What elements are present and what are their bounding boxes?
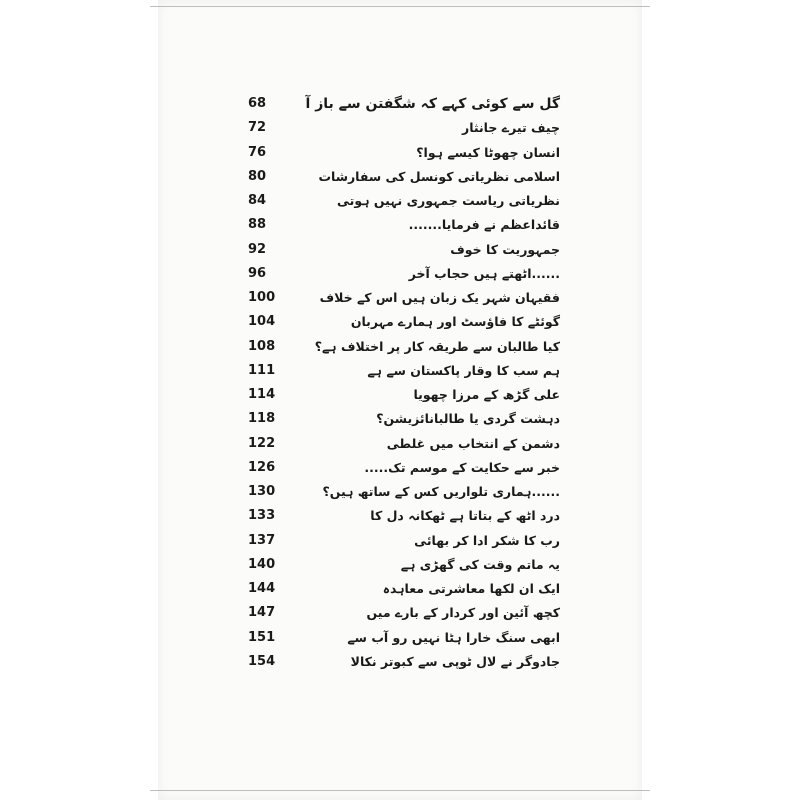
toc-entry [248, 286, 560, 310]
toc-page-number: 137 [248, 532, 276, 548]
toc-title: چیف تیرے جانثار [462, 120, 560, 136]
toc-page-number: 133 [248, 508, 276, 524]
toc-entry [248, 213, 560, 237]
toc-entry [248, 141, 560, 165]
toc-entry [248, 504, 560, 528]
toc-page-number: 68 [248, 96, 267, 111]
toc-page-number: 92 [248, 241, 267, 257]
toc-entry [248, 626, 560, 650]
toc-entry [248, 529, 560, 553]
toc-page-number: 147 [248, 605, 276, 621]
toc-page-number: 130 [248, 484, 276, 499]
toc-entry [248, 577, 560, 601]
page-edge-top [150, 6, 650, 7]
toc-title: فقیہان شہر یک زبان ہیں اس کے خلاف [319, 290, 560, 305]
toc-page-number: 114 [248, 387, 276, 402]
toc-entry [248, 92, 560, 116]
toc-page-number: 100 [248, 290, 276, 305]
toc-title: نظریاتی ریاست جمہوری نہیں ہوتی [337, 193, 560, 208]
toc-title: دہشت گردی یا طالبانائزیشن؟ [376, 411, 560, 427]
toc-entry [248, 553, 560, 577]
toc-title: خبر سے حکایت کے موسم تک..... [364, 459, 560, 475]
toc-entry [248, 189, 560, 213]
toc-page-number: 80 [248, 168, 267, 184]
toc-page-number: 111 [248, 362, 276, 378]
toc-title: درد اٹھ کے بتاتا ہے ٹھکانہ دل کا [370, 508, 560, 524]
toc-title: گوئٹے کا فاؤسٹ اور ہمارے مہربان [350, 314, 560, 330]
toc-page-number: 76 [248, 144, 267, 160]
toc-title: ہم سب کا وقار پاکستان سے ہے [367, 362, 560, 378]
toc-page-number: 84 [248, 193, 267, 208]
toc-page-number: 151 [248, 629, 276, 645]
toc-title: کچھ آئین اور کردار کے بارے میں [366, 605, 560, 621]
toc-entry [248, 359, 560, 383]
toc-entry [248, 165, 560, 189]
toc-title: ابھی سنگ خارا ہٹا نہیں رو آب سے [347, 629, 560, 645]
toc-title: انسان چھوٹا کیسے ہوا؟ [416, 144, 560, 160]
toc-page-number: 122 [248, 435, 276, 451]
toc-page-number: 144 [248, 581, 276, 596]
toc-title: قائداعظم نے فرمایا....... [408, 217, 560, 233]
toc-entry [248, 407, 560, 431]
toc-page-number: 108 [248, 338, 276, 354]
toc-entry [248, 456, 560, 480]
page-edge-bottom [150, 790, 650, 791]
toc-entry [248, 262, 560, 286]
toc-title: ......ہماری تلواریں کس کے ساتھ ہیں؟ [322, 484, 560, 499]
toc-page-number: 96 [248, 265, 267, 281]
toc-page-number: 104 [248, 314, 276, 330]
toc-title: گل سے کوئی کہے کہ شگفتن سے باز آ [305, 96, 560, 112]
toc-title: دشمن کے انتخاب میں غلطی [386, 435, 560, 451]
toc-entry [248, 601, 560, 625]
toc-entry [248, 432, 560, 456]
toc-title: جادوگر نے لال ٹوپی سے کبوتر نکالا [350, 653, 560, 669]
toc-entry [248, 383, 560, 407]
toc-page-number: 126 [248, 459, 276, 475]
toc-title: اسلامی نظریاتی کونسل کی سفارشات [318, 168, 560, 184]
toc-page-number: 154 [248, 653, 276, 669]
toc-entry [248, 650, 560, 674]
toc-title: علی گڑھ کے مرزا چھویا [413, 387, 560, 402]
toc-entry [248, 238, 560, 262]
toc-title: جمہوریت کا خوف [450, 241, 560, 257]
toc-entry [248, 480, 560, 504]
toc-entry [248, 335, 560, 359]
toc-page-number: 88 [248, 217, 267, 233]
table-of-contents [248, 92, 560, 674]
toc-title: رب کا شکر ادا کر بھائی [414, 532, 560, 548]
toc-title: ایک ان لکھا معاشرتی معاہدہ [382, 581, 560, 596]
toc-page-number: 118 [248, 411, 276, 427]
toc-entry [248, 116, 560, 140]
toc-title: ......اٹھتے ہیں حجاب آخر [408, 265, 560, 281]
toc-title: یہ ماتم وقت کی گھڑی ہے [400, 556, 560, 572]
toc-title: کیا طالبان سے طریقہ کار پر اختلاف ہے؟ [314, 338, 560, 354]
toc-page-number: 140 [248, 556, 276, 572]
toc-page-number: 72 [248, 120, 267, 136]
toc-entry [248, 310, 560, 334]
